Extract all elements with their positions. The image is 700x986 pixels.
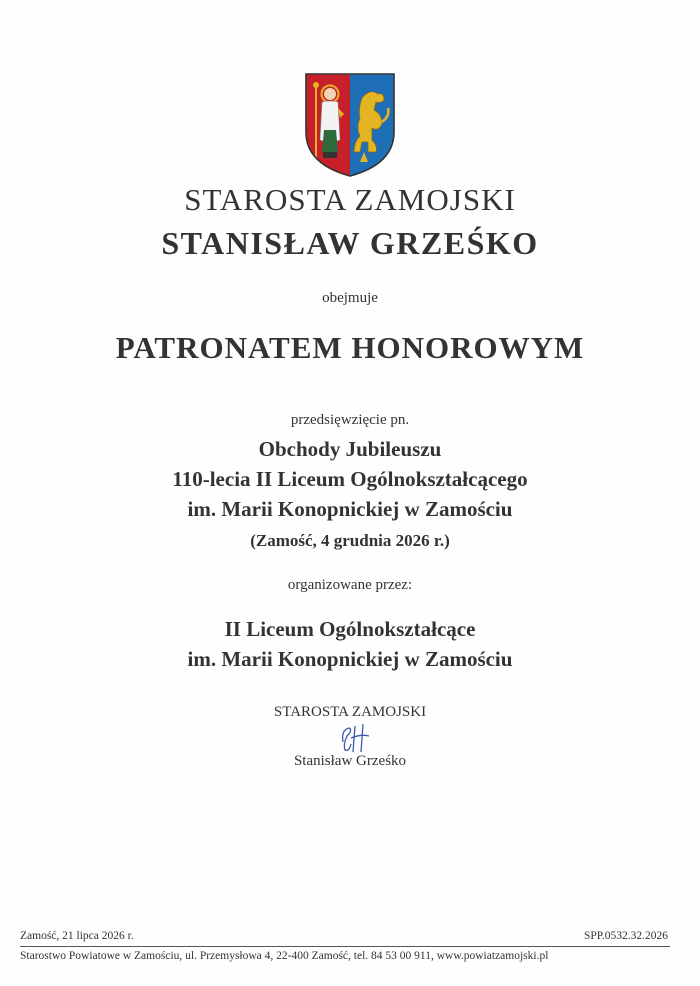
footer-divider <box>20 946 670 947</box>
coat-of-arms-icon <box>302 70 398 178</box>
place-and-date: Zamość, 21 lipca 2026 r. <box>20 930 134 942</box>
handwritten-signature <box>335 722 375 756</box>
verb-text: obejmuje <box>322 290 378 306</box>
event-name-line2: 110-lecia II Liceum Ogólnokształcącego <box>172 467 528 491</box>
signatory-name: Stanisław Grześko <box>293 753 407 769</box>
office-address: Starostwo Powiatowe w Zamościu, ul. Przemysłowa 4, 22-400 Zamość, tel. 84 53 00 911, www.powiatzamojski.pl <box>20 950 549 962</box>
event-name-line1: Obchody Jubileuszu <box>258 437 442 461</box>
patronage-heading: PATRONATEM HONOROWYM <box>115 330 585 365</box>
event-intro: przedsięwzięcie pn. <box>290 412 410 428</box>
document-reference: SPP.0532.32.2026 <box>583 930 668 942</box>
organizer-line2: im. Marii Konopnickiej w Zamościu <box>187 647 513 671</box>
issuer-name: STANISŁAW GRZEŚKO <box>161 225 539 261</box>
organizer-intro: organizowane przez: <box>287 577 413 593</box>
issuer-title: STAROSTA ZAMOJSKI <box>184 182 516 217</box>
signatory-title: STAROSTA ZAMOJSKI <box>273 704 427 720</box>
event-date: (Zamość, 4 grudnia 2026 r.) <box>250 531 450 550</box>
organizer-line1: II Liceum Ogólnokształcące <box>224 617 476 641</box>
event-name-line3: im. Marii Konopnickiej w Zamościu <box>187 497 513 521</box>
